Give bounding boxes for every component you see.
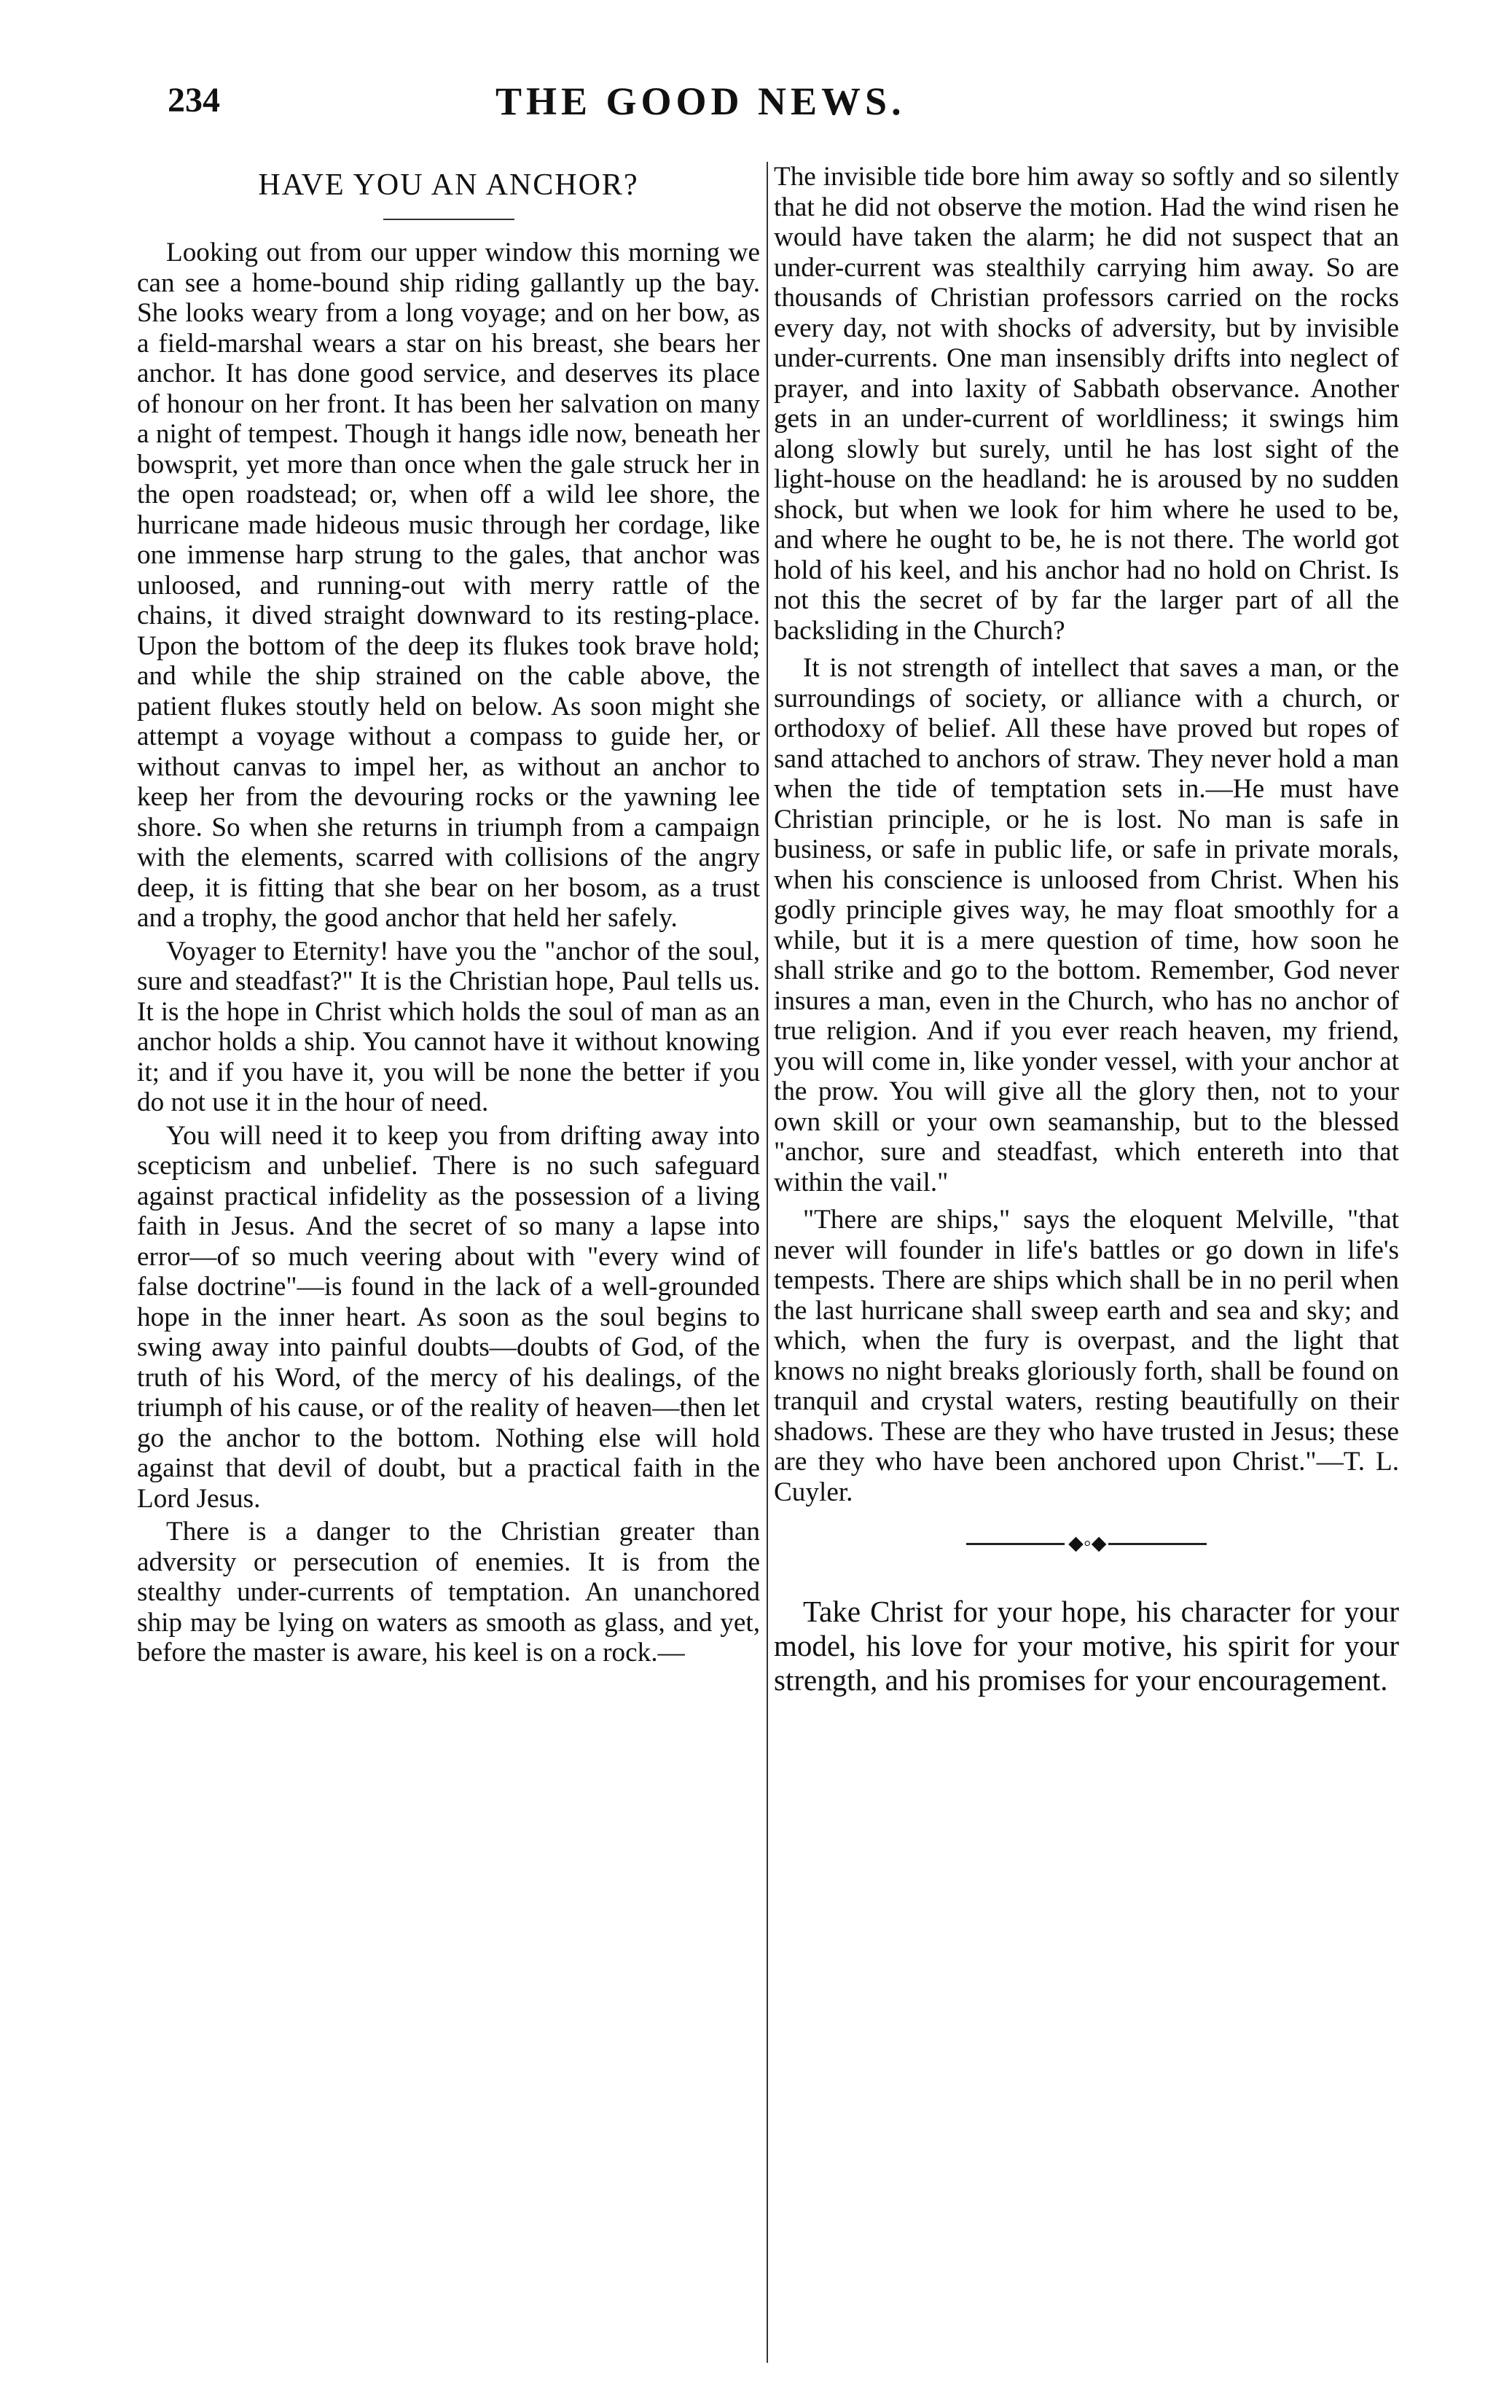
column-divider: [767, 162, 768, 2363]
running-title: THE GOOD NEWS.: [495, 79, 906, 123]
title-rule: [383, 219, 514, 220]
section-separator: [966, 1531, 1207, 1555]
page-number: 234: [168, 81, 220, 120]
paragraph: It is not strength of intellect that saves a man, or the surroundings of society, or alliance with a church, or orthodoxy of belief. All these have proved but ropes of sand attached to anchors of straw. They never hold a man when the tide of temptation sets in.—He must have Christian principle, or he is lost. No man is safe in business, or safe in public life, or safe in private morals, when his conscience is unloosed from Christ. When his godly principle gives way, he may float smoothly for a while, but it is a mere question of time, how soon he shall strike and go to the bottom. Remember, God never insures a man, even in the Church, who has no anchor of true religion. And if you ever reach heaven, my friend, you will come in, like yonder vessel, with your anchor at the prow. You will give all the glory then, not to your own skill or your own seamanship, but to the blessed "anchor, sure and steadfast, which entereth into that within the vail.": [774, 653, 1399, 1197]
ornament: ⬥◦⬥: [1068, 1531, 1107, 1555]
separator-line-right: [1108, 1543, 1207, 1545]
paragraph: The invisible tide bore him away so softly and so silently that he did not observe the motion. Had the wind risen he would have taken the alarm; he did not suspect that an under-current was stealthily carrying him away. So are thousands of Christian professors carried on the rocks every day, not with shocks of adversity, but by invisible under-currents. One man insensibly drifts into neglect of prayer, and into laxity of Sabbath observance. Another gets in an under-current of worldliness; it swings him along slowly but surely, until he has lost sight of the light-house on the headland: he is aroused by no sudden shock, but when we look for him where he used to be, and where he ought to be, he is not there. The world got hold of his keel, and his anchor had no hold on Christ. Is not this the secret of by far the larger part of all the backsliding in the Church?: [774, 162, 1399, 646]
closing-note: Take Christ for your hope, his character for your model, his love for your motive, his spirit for your strength, and his promises for your encouragement.: [774, 1595, 1399, 1697]
quotation-paragraph: "There are ships," says the eloquent Melville, "that never will founder in life's battles or go down in life's tempests. There are ships which shall be in no peril when the last hurricane shall sweep earth and sea and sky; and which, when the fury is overpast, and the light that knows no night breaks gloriously forth, shall be found on tranquil and crystal waters, resting beautifully on their shadows. These are they who have trusted in Jesus; these are they who have been anchored upon Christ."—T. L. Cuyler.: [774, 1205, 1399, 1507]
paragraph: There is a danger to the Christian greater than adversity or persecution of enemies. It is from the stealthy under-currents of temptation. An unanchored ship may be lying on waters as smooth as glass, and yet, before the master is aware, his keel is on a rock.—: [137, 1517, 760, 1668]
article-title: HAVE YOU AN ANCHOR?: [258, 168, 639, 202]
paragraph: You will need it to keep you from drifting away into scepticism and unbelief. There is no such safeguard against practical infidelity as the possession of a living faith in Jesus. And the secret of so many a lapse into error—of so much veering about with "every wind of false doctrine"—is found in the lack of a well-grounded hope in the inner heart. As soon as the soul begins to swing away into painful doubts—doubts of God, of the truth of his Word, of the mercy of his dealings, of the triumph of his cause, or of the reality of heaven—then let go the anchor to the bottom. Nothing else will hold against that devil of doubt, but a practical faith in the Lord Jesus.: [137, 1120, 760, 1514]
right-column: [774, 162, 1399, 1697]
paragraph: Looking out from our upper window this morning we can see a home-bound ship riding gallantly up the bay. She looks weary from a long voyage; and on her bow, as a field-marshal wears a star on his breast, she bears her anchor. It has done good service, and deserves its place of honour on her front. It has been her salvation on many a night of tempest. Though it hangs idle now, beneath her bowsprit, yet more than once when the gale struck her in the open roadstead; or, when off a wild lee shore, the hurricane made hideous music through her cordage, like one immense harp strung to the gales, that anchor was unloosed, and running-out with merry rattle of the chains, it dived straight downward to its resting-place. Upon the bottom of the deep its flukes took brave hold; and while the ship strained on the cable above, the patient flukes stoutly held on below. As soon might she attempt a voyage without a compass to guide her, or without canvas to impel her, as without an anchor to keep her from the devouring rocks or the yawning lee shore. So when she returns in triumph from a campaign with the elements, scarred with collisions of the angry deep, it is fitting that she bear on her bosom, as a trust and a trophy, the good anchor that held her safely.: [137, 238, 760, 933]
paragraph: Voyager to Eternity! have you the "anchor of the soul, sure and steadfast?" It is the Christian hope, Paul tells us. It is the hope in Christ which holds the soul of man as an anchor holds a ship. You cannot have it without knowing it; and if you have it, you will be none the better if you do not use it in the hour of need.: [137, 936, 760, 1117]
left-column: [137, 168, 760, 1668]
separator-line-left: [966, 1543, 1065, 1545]
